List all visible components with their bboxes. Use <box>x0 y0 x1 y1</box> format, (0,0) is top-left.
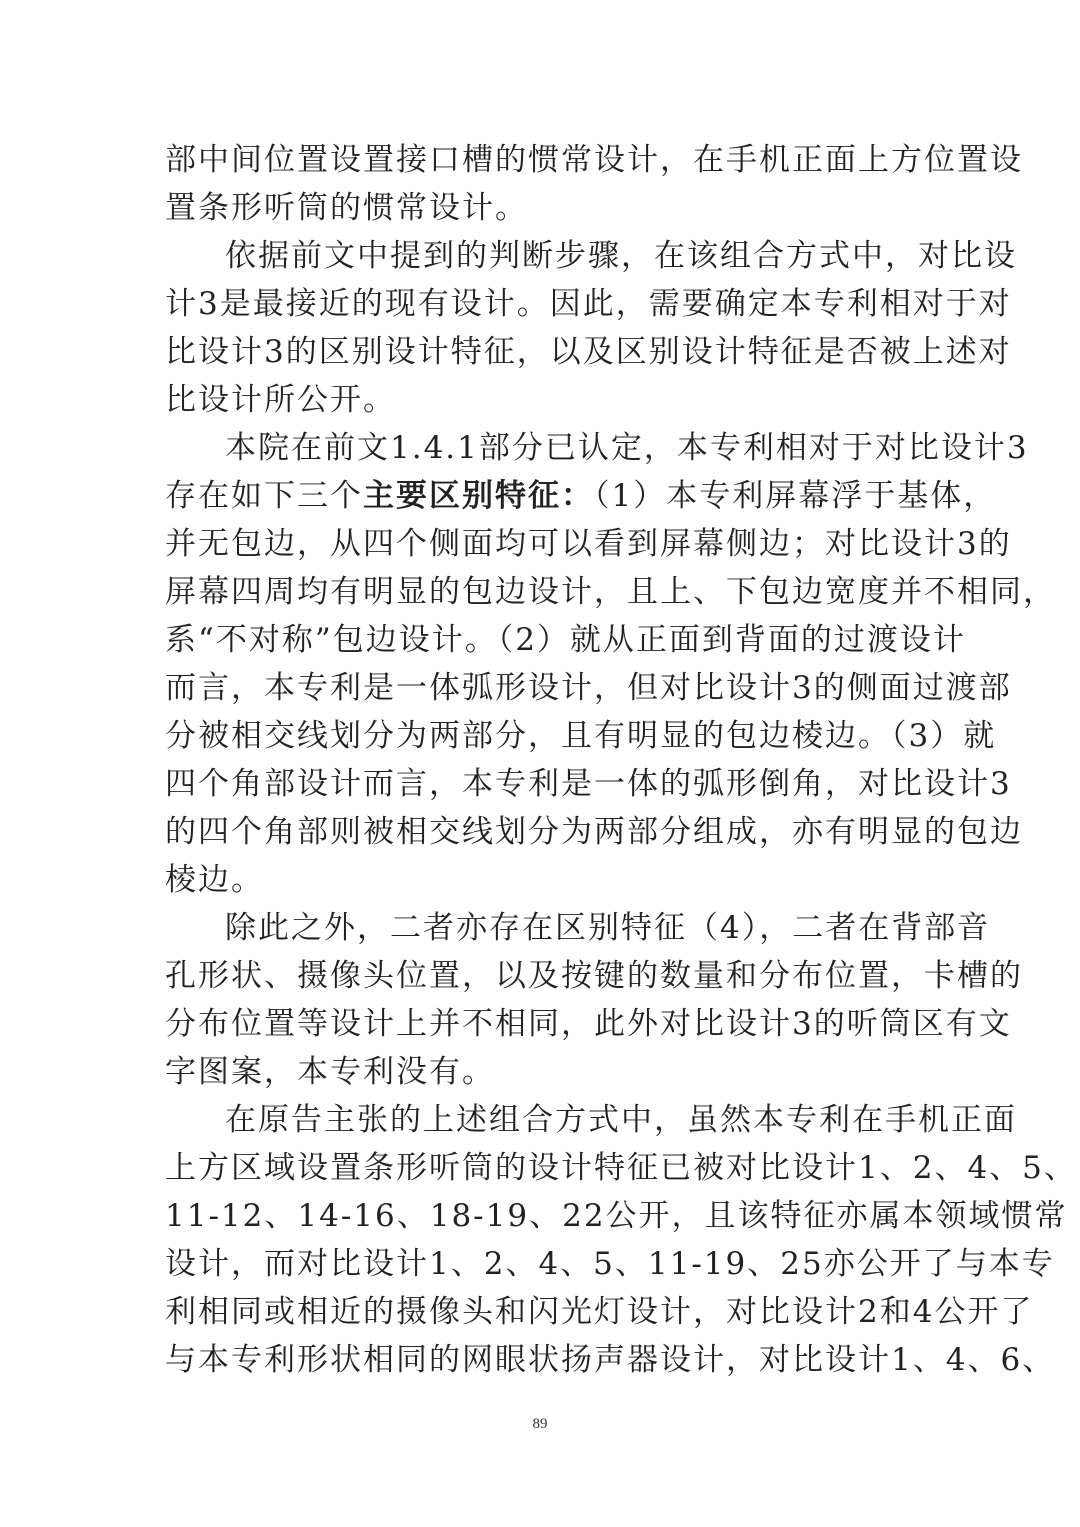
text-line: 系“不对称”包边设计。（2）就从正面到背面的过渡设计 <box>165 622 966 658</box>
text-line: 孔形状、摄像头位置，以及按键的数量和分布位置，卡槽的 <box>165 958 1023 994</box>
text-line: 与本专利形状相同的网眼状扬声器设计，对比设计1、4、6、 <box>165 1342 1056 1378</box>
text-line: 四个角部设计而言，本专利是一体的弧形倒角，对比设计3 <box>165 766 1012 802</box>
text-line: 的四个角部则被相交线划分为两部分组成，亦有明显的包边 <box>165 814 1023 850</box>
text-segment: （1）本专利屏幕浮于基体， <box>594 478 997 514</box>
text-line: 分被相交线划分为两部分，且有明显的包边棱边。（3）就 <box>165 718 997 754</box>
text-line-mixed <box>165 476 996 516</box>
text-line: 比设计所公开。 <box>165 382 396 418</box>
bold-heading-segment: 主要区别特征： <box>363 478 594 514</box>
text-line: 屏幕四周均有明显的包边设计，且上、下包边宽度并不相同， <box>165 574 1056 610</box>
text-line: 棱边。 <box>165 862 264 898</box>
text-line: 设计，而对比设计1、2、4、5、11-19、25亦公开了与本专 <box>165 1246 1055 1282</box>
text-line: 并无包边，从四个侧面均可以看到屏幕侧边；对比设计3的 <box>165 526 1012 562</box>
text-line: 依据前文中提到的判断步骤，在该组合方式中，对比设 <box>225 238 1017 274</box>
text-line: 部中间位置设置接口槽的惯常设计，在手机正面上方位置设 <box>165 142 1023 178</box>
text-line: 上方区域设置条形听筒的设计特征已被对比设计1、2、4、5、 <box>165 1150 1077 1186</box>
text-segment: 存在如下三个 <box>165 478 363 514</box>
text-line: 在原告主张的上述组合方式中，虽然本专利在手机正面 <box>225 1102 1017 1138</box>
text-line: 利相同或相近的摄像头和闪光灯设计，对比设计2和4公开了 <box>165 1294 1034 1330</box>
text-line: 置条形听筒的惯常设计。 <box>165 190 528 226</box>
page-number: 89 <box>532 1416 548 1432</box>
text-line: 比设计3的区别设计特征，以及区别设计特征是否被上述对 <box>165 334 1012 370</box>
text-line: 除此之外，二者亦存在区别特征（4），二者在背部音 <box>225 910 991 946</box>
text-line: 11-12、14-16、18-19、22公开，且该特征亦属本领域惯常 <box>165 1198 1068 1234</box>
text-line: 分布位置等设计上并不相同，此外对比设计3的听筒区有文 <box>165 1006 1012 1042</box>
text-line: 计3是最接近的现有设计。因此，需要确定本专利相对于对 <box>165 286 1012 322</box>
text-line: 本院在前文1.4.1部分已认定，本专利相对于对比设计3 <box>225 430 1029 466</box>
text-line: 而言，本专利是一体弧形设计，但对比设计3的侧面过渡部 <box>165 670 1012 706</box>
text-line: 字图案，本专利没有。 <box>165 1054 495 1090</box>
